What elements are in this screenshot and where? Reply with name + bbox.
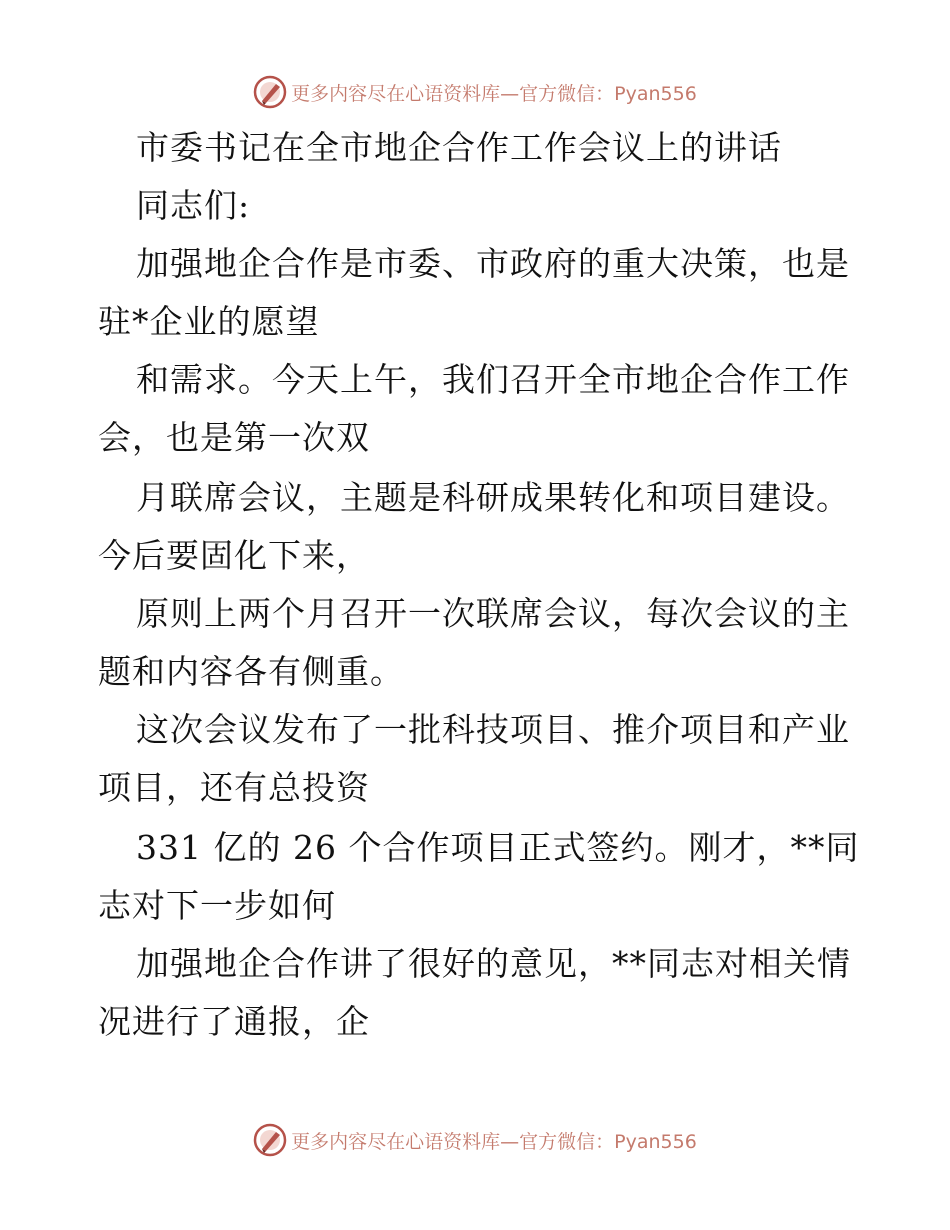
paragraph-line: 会，也是第一次双 <box>98 418 370 457</box>
paragraph-line: 331 亿的 26 个合作项目正式签约。刚才，**同 <box>136 828 860 867</box>
footer-watermark <box>0 1120 950 1160</box>
watermark-text: 更多内容尽在心语资料库—官方微信：Pyan556 <box>291 1130 697 1153</box>
paragraph-line: 今后要固化下来， <box>98 536 370 575</box>
paragraph-line: 题和内容各有侧重。 <box>98 652 404 691</box>
watermark-text: 更多内容尽在心语资料库—官方微信：Pyan556 <box>291 82 697 105</box>
document-title: 市委书记在全市地企合作工作会议上的讲话 <box>136 128 782 167</box>
paragraph-line: 况进行了通报，企 <box>98 1002 370 1041</box>
paragraph-line: 加强地企合作是市委、市政府的重大决策，也是 <box>136 244 850 283</box>
paragraph-line: 加强地企合作讲了很好的意见，**同志对相关情 <box>136 944 851 983</box>
paragraph-line: 这次会议发布了一批科技项目、推介项目和产业 <box>136 710 850 749</box>
paragraph-line: 志对下一步如何 <box>98 886 336 925</box>
paragraph-line: 原则上两个月召开一次联席会议，每次会议的主 <box>136 594 850 633</box>
pen-badge-icon <box>253 1123 287 1157</box>
paragraph-line: 和需求。今天上午，我们召开全市地企合作工作 <box>136 360 850 399</box>
paragraph-line: 驻*企业的愿望 <box>98 302 320 341</box>
paragraph-line: 项目，还有总投资 <box>98 768 370 807</box>
salutation: 同志们: <box>136 186 251 225</box>
paragraph-line: 月联席会议，主题是科研成果转化和项目建设。 <box>136 478 850 517</box>
